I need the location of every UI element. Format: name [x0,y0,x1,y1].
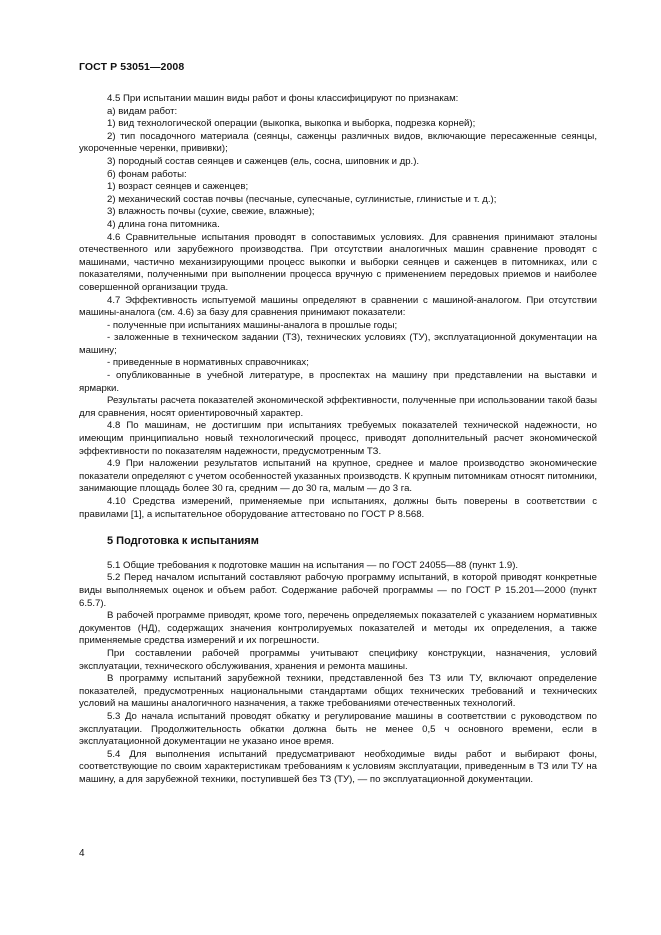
clause-4-9: 4.9 При наложении результатов испытаний на крупное, среднее и малое производство экономические показатели определяют с учетом особенностей указанных производств. К крупным питомникам относят питомники, занимающие площадь более 30 га, средним — до 30 га, малым — до 3 га. [79,458,597,495]
paragraph: В рабочей программе приводят, кроме того, перечень определяемых показателей с указанием нормативных документов (НД), содержащих значения контролируемых показателей и методы их определения, а также применяемые средства измерений и их погрешности. [79,610,597,647]
clause-4-6: 4.6 Сравнительные испытания проводят в сопоставимых условиях. Для сравнения принимают эталоны отечественного или зарубежного производства. При отсутствии аналогичных машин сравнение проводят с машинами, частично механизирующими процесс выкопки и выборки сеянцев и саженцев в питомниках, или с показателями, полученными при выполнении процесса вручную с применением передовых приемов и наиболее совершенной организации труда. [79,231,597,293]
page-number: 4 [79,848,85,859]
clause-4-8: 4.8 По машинам, не достигшим при испытаниях требуемых показателей технической надежности, но имеющим принципиально новый технологический процесс, приводят дополнительный расчет экономической эффективности по показателям надежности, предусмотренным ТЗ. [79,420,597,457]
clause-5-3: 5.3 До начала испытаний проводят обкатку и регулирование машины в соответствии с руководством по эксплуатации. Продолжительность обкатки должна быть не менее 0,5 ч основного времени, если в эксплуатационной документации не указано иное время. [79,710,597,748]
paragraph: При составлении рабочей программы учитывают специфику конструкции, назначения, условий эксплуатации, технического обслуживания, хранения и ремонта машины. [79,647,597,672]
list-item: 2) тип посадочного материала (сеянцы, саженцы различных видов, включающие пересаженные сеянцы, укороченные черенки, прививки); [79,130,597,155]
list-item: 3) влажность почвы (сухие, свежие, влажные); [107,206,315,218]
document-header: ГОСТ Р 53051—2008 [79,61,185,73]
list-item: а) видам работ: [107,105,178,117]
paragraph: В программу испытаний зарубежной техники, представленной без ТЗ или ТУ, включают определение показателей, предусмотренных национальными стандартами общих технических требований и технических условий на машины аналогичного назначения, а также требованиями отечественных технологий. [79,673,597,710]
clause-4-5: 4.5 При испытании машин виды работ и фоны классифицируют по признакам: [107,93,459,104]
section-heading: 5 Подготовка к испытаниям [107,535,259,548]
list-item: 3) породный состав сеянцев и саженцев (ель, сосна, шиповник и др.). [107,155,420,167]
document-body [79,93,597,786]
list-item: - приведенные в нормативных справочниках; [107,357,309,369]
list-item: - заложенные в техническом задании (ТЗ), технических условиях (ТУ), эксплуатационной документации на машину; [79,332,597,356]
paragraph: Результаты расчета показателей экономической эффективности, полученные при использовании такой базы для сравнения, носят ориентировочный характер. [79,395,597,419]
clause-5-1: 5.1 Общие требования к подготовке машин на испытания — по ГОСТ 24055—88 (пункт 1.9). [107,559,519,571]
clause-5-2: 5.2 Перед началом испытаний составляют рабочую программу испытаний, в которой приводят конкретные виды выполняемых оценок и объем работ. Содержание рабочей программы — по ГОСТ Р 15.201—2000 (пункт 6.5.7). [79,572,597,609]
clause-4-10: 4.10 Средства измерений, применяемые при испытаниях, должны быть поверены в соответствии с правилами [1], а испытательное оборудование аттестовано по ГОСТ Р 8.568. [79,496,597,520]
list-item: 2) механический состав почвы (песчаные, супесчаные, суглинистые, глинистые и т. д.); [107,193,497,205]
list-item: - опубликованные в учебной литературе, в проспектах на машину при представлении на выставки и ярмарки. [79,370,597,394]
list-item: б) фонам работы: [107,168,187,180]
clause-4-7: 4.7 Эффективность испытуемой машины определяют в сравнении с машиной-аналогом. При отсутствии машины-аналога (см. 4.6) за базу для сравнения принимают показатели: [79,294,597,319]
list-item: 1) возраст сеянцев и саженцев; [107,181,249,193]
list-item: 1) вид технологической операции (выкопка, выкопка и выборка, подрезка корней); [107,118,476,130]
list-item: 4) длина гона питомника. [107,218,220,230]
list-item: - полученные при испытаниях машины-аналога в прошлые годы; [107,319,398,331]
clause-5-4: 5.4 Для выполнения испытаний предусматривают необходимые виды работ и выбирают фоны, соответствующие по своим характеристикам требованиям к условиям эксплуатации, приведенным в ТЗ или ТУ на машину, а для зарубежной техники, поступившей без ТЗ (ТУ), — по эксплуатационной документации. [79,748,597,785]
